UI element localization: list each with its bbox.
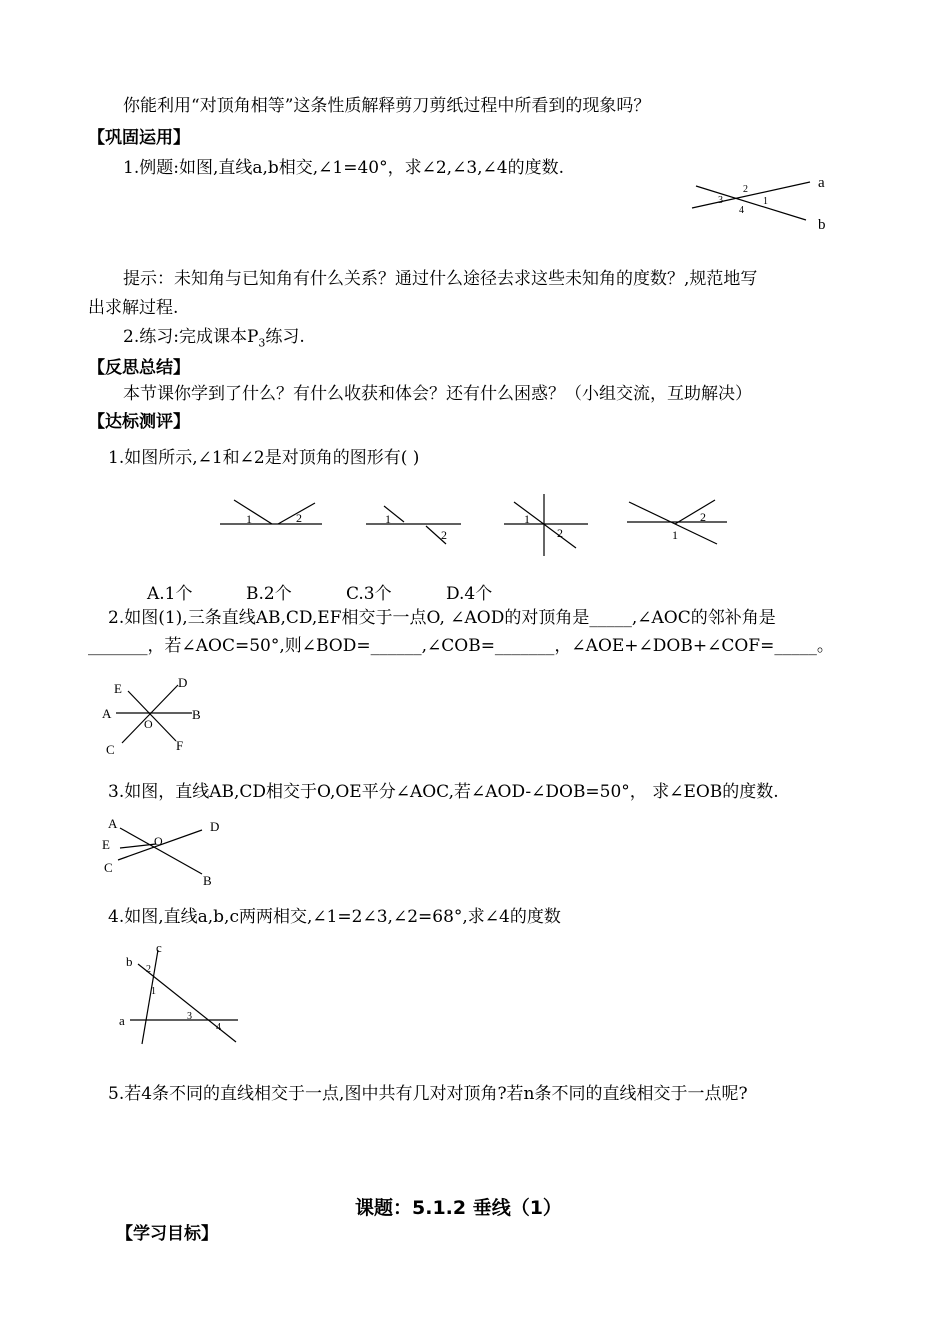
section-reflect: 【反思总结】 [88,358,190,378]
example-figure [688,170,838,232]
q1-option-d: D.4个 [446,584,493,604]
q2-label-B: B [192,707,201,722]
fig-label-3: 3 [718,195,723,206]
q4-label-1: 1 [151,986,156,997]
practice-text: 2.练习:完成课本$P_3$练习. [123,327,305,350]
hint-line-1: 提示：未知角与已知角有什么关系？通过什么途径去求这些未知角的度数？,规范地写 [123,269,758,289]
q4-label-b: b [126,954,133,969]
fig-label-a: a [818,175,825,191]
q4-label-3: 3 [187,1011,192,1022]
q1f4-label-2: 2 [700,510,706,524]
q3-label-B: B [203,873,212,888]
q2-label-F: F [176,738,184,753]
fig-label-1: 1 [763,196,768,207]
q2-line-1: 2.如图(1),三条直线AB,CD,EF相交于一点O, ∠AOD的对顶角是_____,∠AOC的邻补角是 [108,608,776,628]
q4-label-2: 2 [146,964,151,975]
q1-stem: 1.如图所示,∠1和∠2是对顶角的图形有( ) [108,448,420,468]
q1-figure-1 [220,496,325,532]
q2-label-O: O [144,717,153,731]
q4-label-c: c [156,940,162,955]
q4-stem: 4.如图,直线a,b,c两两相交,∠1=2∠3,∠2=68°,求∠4的度数 [108,907,561,927]
q1-option-c: C.3个 [346,584,392,604]
q3-label-C: C [104,860,113,875]
q1f1-label-1: 1 [246,512,252,526]
q3-label-D: D [210,819,220,834]
section-goals: 【学习目标】 [116,1224,218,1244]
q1-figure-3 [504,492,590,558]
q4-label-a: a [119,1013,125,1028]
q3-label-E: E [102,837,110,852]
q3-label-O: O [154,834,163,848]
fig-label-2: 2 [743,184,748,195]
q3-label-A: A [108,816,118,831]
q3-stem: 3.如图，直线AB,CD相交于O,OE平分∠AOC,若∠AOD-∠DOB=50°， 求∠EOB的度数. [108,782,779,802]
intro-text: 你能利用“对顶角相等”这条性质解释剪刀剪纸过程中所看到的现象吗？ [123,96,651,116]
hint-line-2: 出求解过程. [88,298,179,318]
q5-text: 5.若4条不同的直线相交于一点,图中共有几对对顶角?若n条不同的直线相交于一点呢? [108,1084,748,1104]
fig-label-b: b [818,217,826,233]
q2-label-D: D [178,675,188,690]
q2-line-2: _______，若∠AOC=50°,则∠BOD=______,∠COB=_______，∠AOE+∠DOB+∠COF=_____。 [88,636,834,656]
q2-label-A: A [102,706,112,721]
q1-figure-2 [366,496,464,548]
q1f1-label-2: 2 [296,511,302,525]
q4-label-4: 4 [216,1022,221,1033]
q2-label-E: E [114,681,122,696]
q2-figure [100,675,210,757]
q1-option-a: A.1个 [147,584,193,604]
q1f3-label-2: 2 [557,526,563,540]
q2-label-C: C [106,742,115,757]
reflect-text: 本节课你学到了什么？有什么收获和体会？还有什么困惑？（小组交流，互助解决） [123,384,752,404]
fig-label-4: 4 [739,205,744,216]
q1f2-label-2: 2 [441,528,447,542]
q1-figure-4 [627,494,729,546]
q1-option-b: B.2个 [246,584,292,604]
q1f3-label-1: 1 [524,512,530,526]
section-consolidate: 【巩固运用】 [88,128,190,148]
q4-figure [114,938,244,1048]
section-assess: 【达标测评】 [88,412,190,432]
q1f4-label-1: 1 [672,528,678,542]
q3-figure [100,814,225,890]
lesson-title: 课题：5.1.2 垂线（1） [355,1197,562,1219]
q1f2-label-1: 1 [385,512,391,526]
example-text: 1.例题:如图,直线a,b相交,∠1=40°，求∠2,∠3,∠4的度数. [123,158,565,178]
